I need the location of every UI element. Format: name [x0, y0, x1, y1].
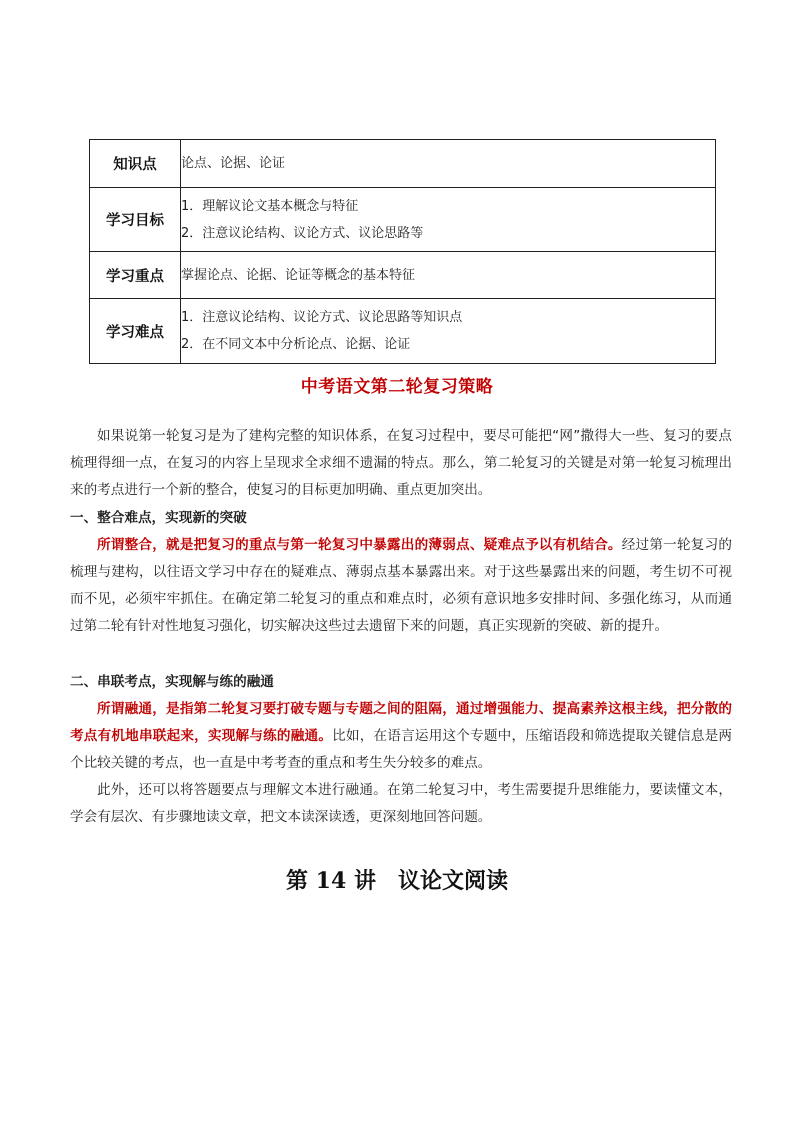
lecture-number: 第 14 讲 [286, 868, 376, 894]
closing-paragraph: 此外，还可以将答题要点与理解文本进行融通。在第二轮复习中，考生需要提升思维能力，要读懂文本，学会有层次、有步骤地读文章，把文本读深读透，更深刻地回答问题。 [70, 782, 732, 825]
section-2-heading: 二、串联考点，实现解与练的融通 [70, 674, 274, 690]
row-line: 论点、论据、论证 [181, 156, 286, 171]
row-value [181, 140, 716, 188]
section-1-body: 经过第一轮复习的梳理与建构，以往语文学习中存在的疑难点、薄弱点基本暴露出来。对于这些暴露出来的问题，考生切不可视而不见，必须牢牢抓住。在确定第二轮复习的重点和难点时，必须有意识地多安排时间、多强化练习，从而通过第二轮有针对性地复习强化，切实解决这些过去遗留下来的问题，真正实现新的突破、新的提升。 [70, 537, 733, 634]
row-line: 1．理解议论文基本概念与特征 [181, 198, 359, 214]
section-2-body: 比如，在语言运用这个专题中，压缩语段和筛选提取关键信息是两个比较关键的考点，也一直是中考考查的重点和考生失分较多的难点。 [70, 728, 733, 771]
row-label: 学习目标 [90, 188, 181, 252]
table-row-key-points [90, 252, 716, 299]
section-2-paragraph [70, 696, 732, 777]
row-value [181, 252, 716, 299]
row-line: 掌握论点、论据、论证等概念的基本特征 [181, 267, 416, 283]
section-1-paragraph [70, 532, 732, 640]
lecture-heading [0, 864, 794, 895]
strategy-title: 中考语文第二轮复习策略 [300, 377, 494, 397]
section-2-emphasis: 所谓融通，是指第二轮复习要打破专题与专题之间的阻隔，通过增强能力、提高素养这根主线，把分散的考点有机地串联起来，实现解与练的融通。 [70, 701, 732, 744]
row-value [181, 299, 716, 364]
row-label: 学习难点 [90, 299, 181, 364]
study-info-table [89, 139, 716, 364]
row-line: 2．注意议论结构、议论方式、议论思路等 [181, 225, 424, 241]
table-row-knowledge-point [90, 140, 716, 188]
row-line: 2．在不同文本中分析论点、论据、论证 [181, 337, 411, 352]
row-label: 知识点 [90, 140, 181, 188]
intro-paragraph: 如果说第一轮复习是为了建构完整的知识体系，在复习过程中，要尽可能把“网”撒得大一些、复习的要点梳理得细一点，在复习的内容上呈现求全求细不遗漏的特点。那么，第二轮复习的关键是对第一轮复习梳理出来的考点进行一个新的整合，使复习的目标更加明确、重点更加突出。 [70, 428, 732, 498]
table-row-learning-goals [90, 188, 716, 252]
row-label: 学习重点 [90, 252, 181, 299]
row-line: 1．注意议论结构、议论方式、议论思路等知识点 [181, 310, 463, 325]
section-1-emphasis: 所谓整合，就是把复习的重点与第一轮复习中暴露出的薄弱点、疑难点予以有机结合。 [97, 537, 622, 553]
row-value [181, 188, 716, 252]
lecture-topic: 议论文阅读 [397, 868, 508, 894]
table-row-difficult-points [90, 299, 716, 364]
section-1-heading: 一、整合难点，实现新的突破 [70, 510, 247, 526]
